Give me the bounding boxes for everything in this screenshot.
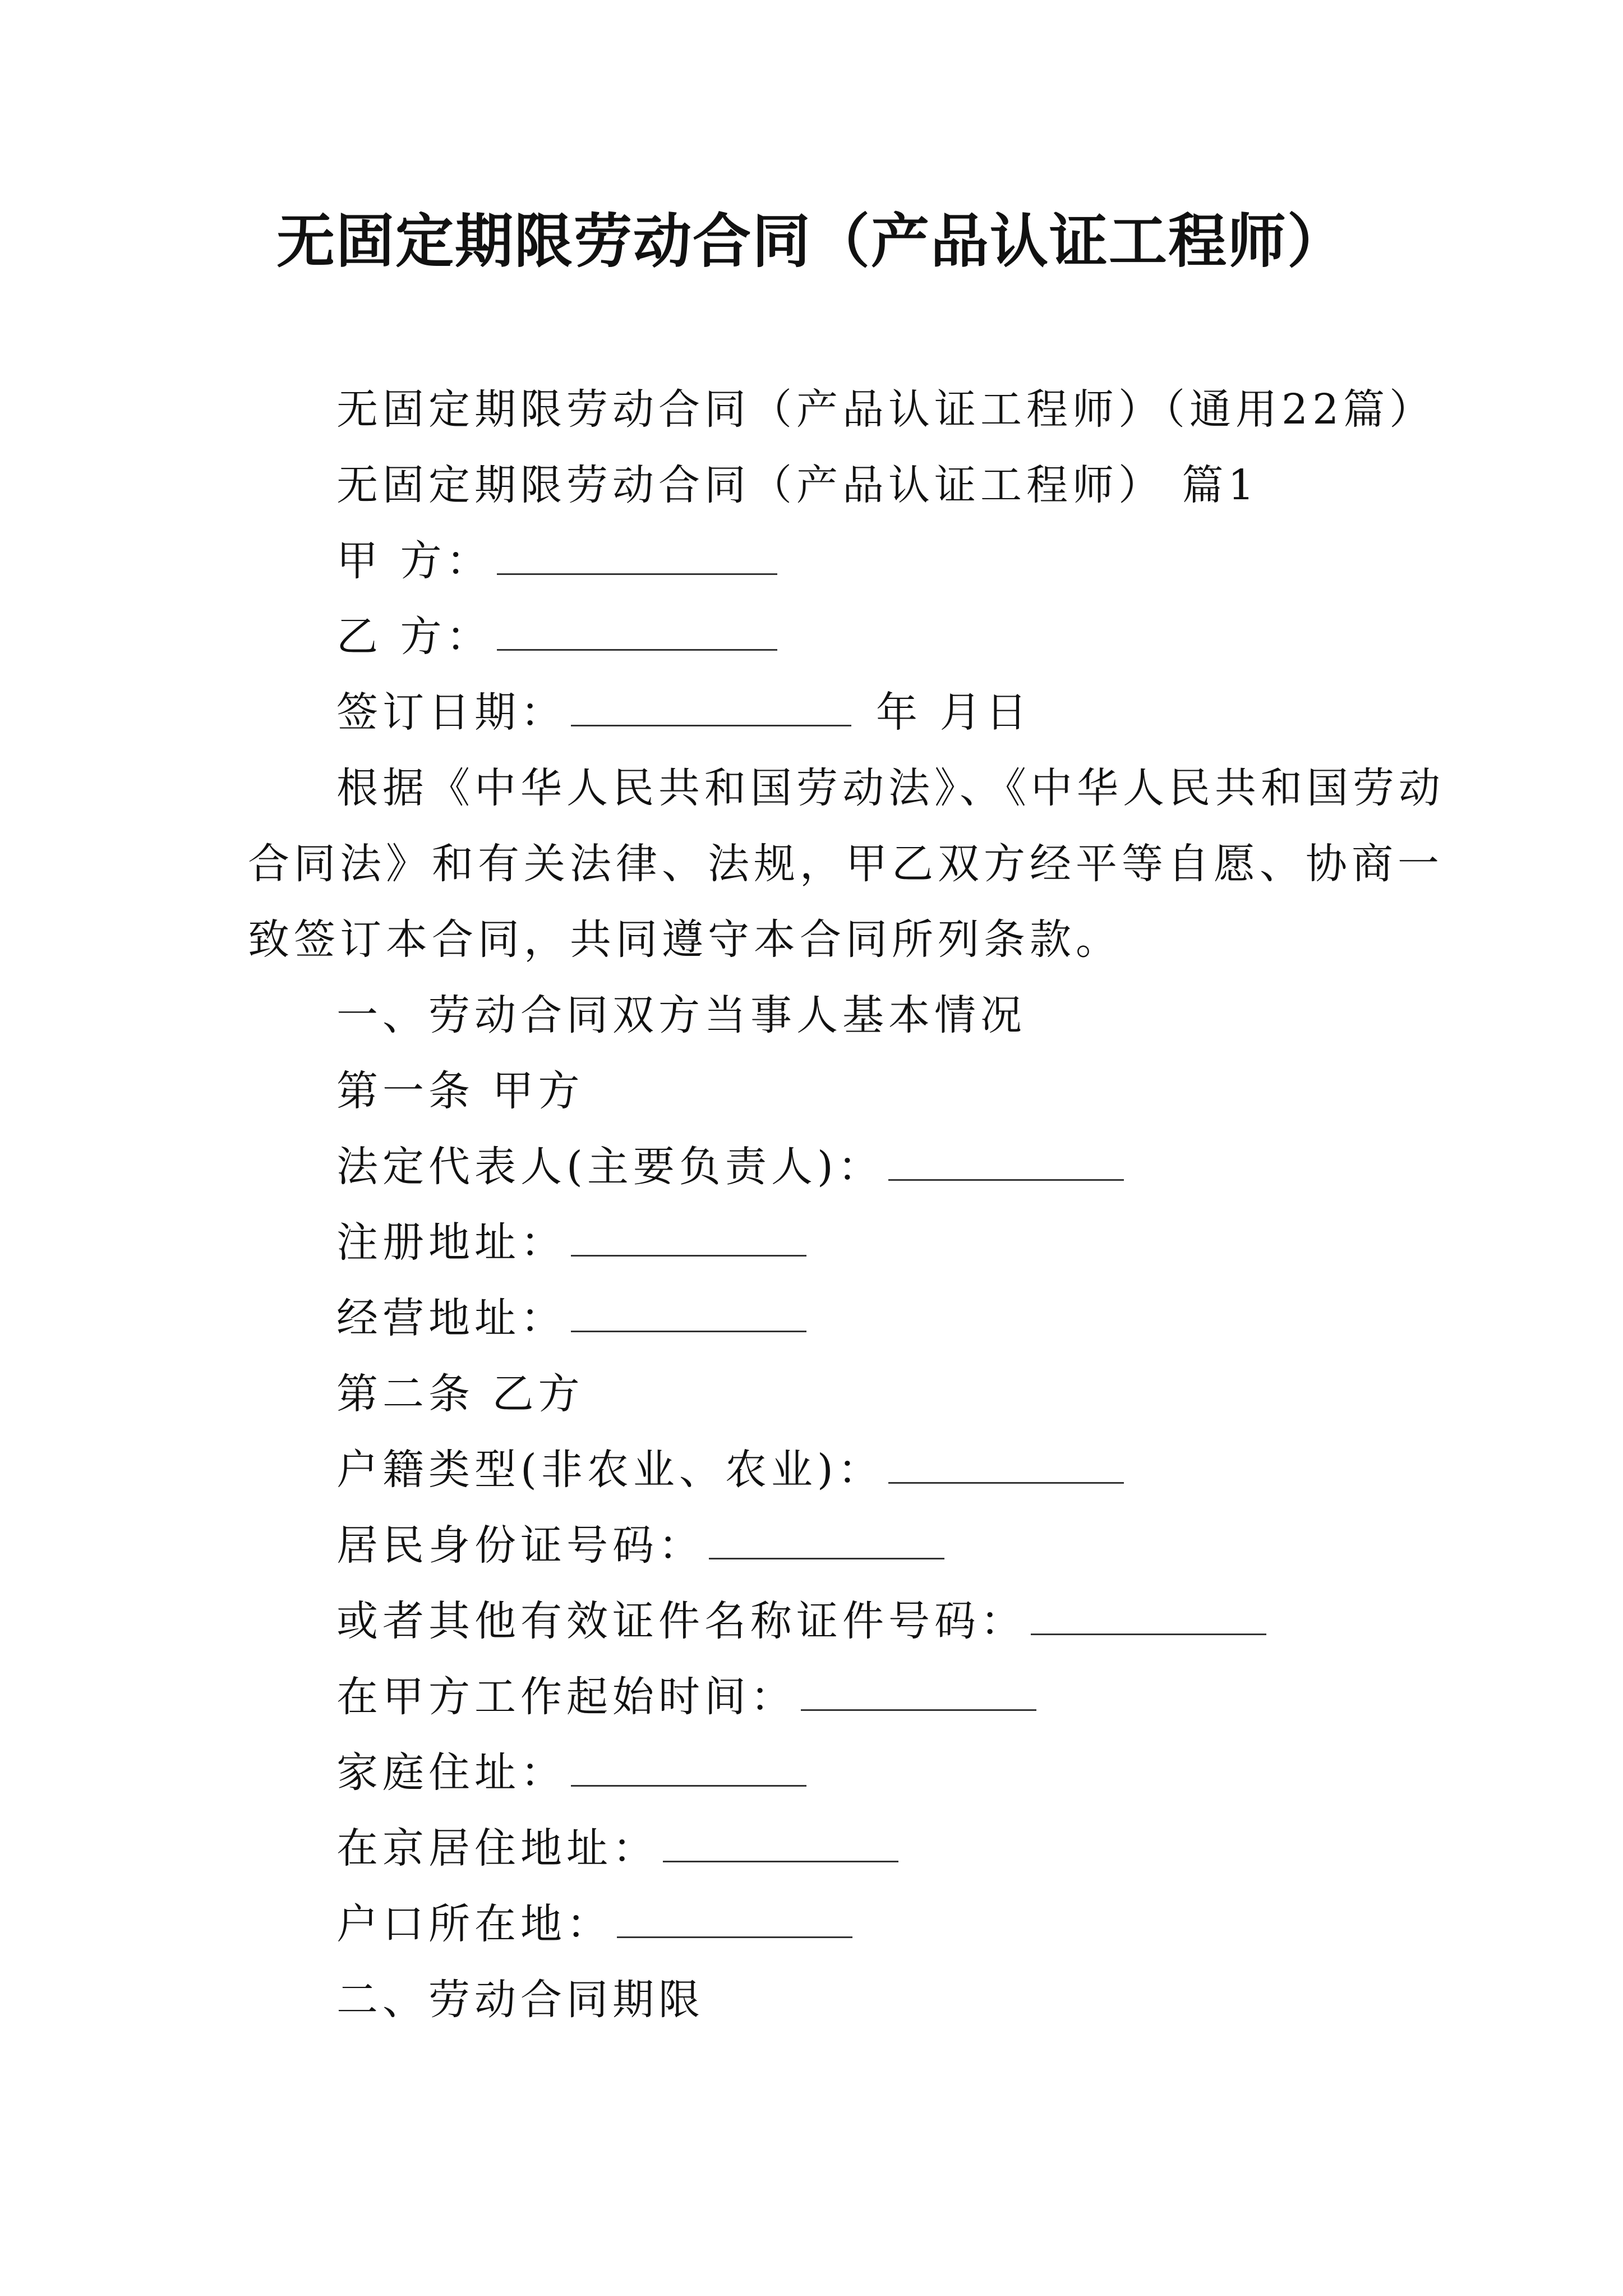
- party-a-label: 甲 方：: [336, 537, 492, 585]
- preamble-line-3: 致签订本合同，共同遵守本合同所列条款。: [248, 915, 1122, 964]
- home-address-label: 家庭住址：: [336, 1749, 566, 1797]
- id-number-blank[interactable]: [709, 1524, 944, 1559]
- sign-date-line: [336, 684, 1032, 740]
- party-b-line: [336, 609, 782, 665]
- registered-address-blank[interactable]: [571, 1221, 806, 1257]
- start-time-blank[interactable]: [801, 1676, 1036, 1711]
- legal-rep-line: [336, 1139, 1128, 1195]
- preamble-line-1: 根据《中华人民共和国劳动法》、《中华人民共和国劳动: [336, 764, 1445, 812]
- household-type-line: [336, 1442, 1128, 1498]
- legal-rep-label: 法定代表人(主要负责人)：: [336, 1143, 884, 1191]
- business-address-line: [336, 1290, 811, 1346]
- other-id-line: [336, 1593, 1271, 1649]
- home-address-blank[interactable]: [571, 1751, 806, 1787]
- hukou-location-line: [336, 1896, 857, 1952]
- start-time-line: [336, 1669, 1041, 1725]
- business-address-label: 经营地址：: [336, 1294, 566, 1342]
- party-b-blank[interactable]: [497, 615, 777, 651]
- legal-rep-blank[interactable]: [888, 1145, 1124, 1181]
- section-heading: 无固定期限劳动合同（产品认证工程师） 篇1: [336, 461, 1259, 509]
- household-type-blank[interactable]: [888, 1448, 1124, 1484]
- id-number-label: 居民身份证号码：: [336, 1521, 704, 1570]
- preamble-line-2: 合同法》和有关法律、法规，甲乙双方经平等自愿、协商一: [248, 840, 1444, 888]
- document-subtitle: 无固定期限劳动合同（产品认证工程师）（通用22篇）: [336, 385, 1436, 434]
- other-id-label: 或者其他有效证件名称证件号码：: [336, 1597, 1026, 1645]
- article2-heading: 第二条 乙方: [336, 1370, 584, 1418]
- beijing-address-label: 在京居住地址：: [336, 1824, 658, 1872]
- article1-heading: 第一条 甲方: [336, 1067, 584, 1115]
- sign-date-blank[interactable]: [571, 691, 851, 726]
- party-b-label: 乙 方：: [336, 613, 492, 661]
- part2-heading: 二、劳动合同期限: [336, 1976, 704, 2024]
- hukou-location-label: 户口所在地：: [336, 1900, 612, 1948]
- home-address-line: [336, 1745, 811, 1801]
- registered-address-line: [336, 1214, 811, 1271]
- start-time-label: 在甲方工作起始时间：: [336, 1673, 796, 1721]
- business-address-blank[interactable]: [571, 1297, 806, 1332]
- id-number-line: [336, 1517, 949, 1573]
- party-a-line: [336, 533, 782, 589]
- beijing-address-blank[interactable]: [663, 1827, 898, 1862]
- sign-date-label: 签订日期：: [336, 688, 566, 737]
- hukou-location-blank[interactable]: [617, 1903, 852, 1938]
- beijing-address-line: [336, 1820, 903, 1876]
- document-title: 无固定期限劳动合同（产品认证工程师）: [276, 206, 1347, 275]
- party-a-blank[interactable]: [497, 540, 777, 575]
- household-type-label: 户籍类型(非农业、农业)：: [336, 1446, 884, 1494]
- other-id-blank[interactable]: [1031, 1600, 1266, 1635]
- sign-date-suffix: 年 月日: [876, 688, 1032, 737]
- part1-heading: 一、劳动合同双方当事人基本情况: [336, 991, 1026, 1039]
- registered-address-label: 注册地址：: [336, 1218, 566, 1267]
